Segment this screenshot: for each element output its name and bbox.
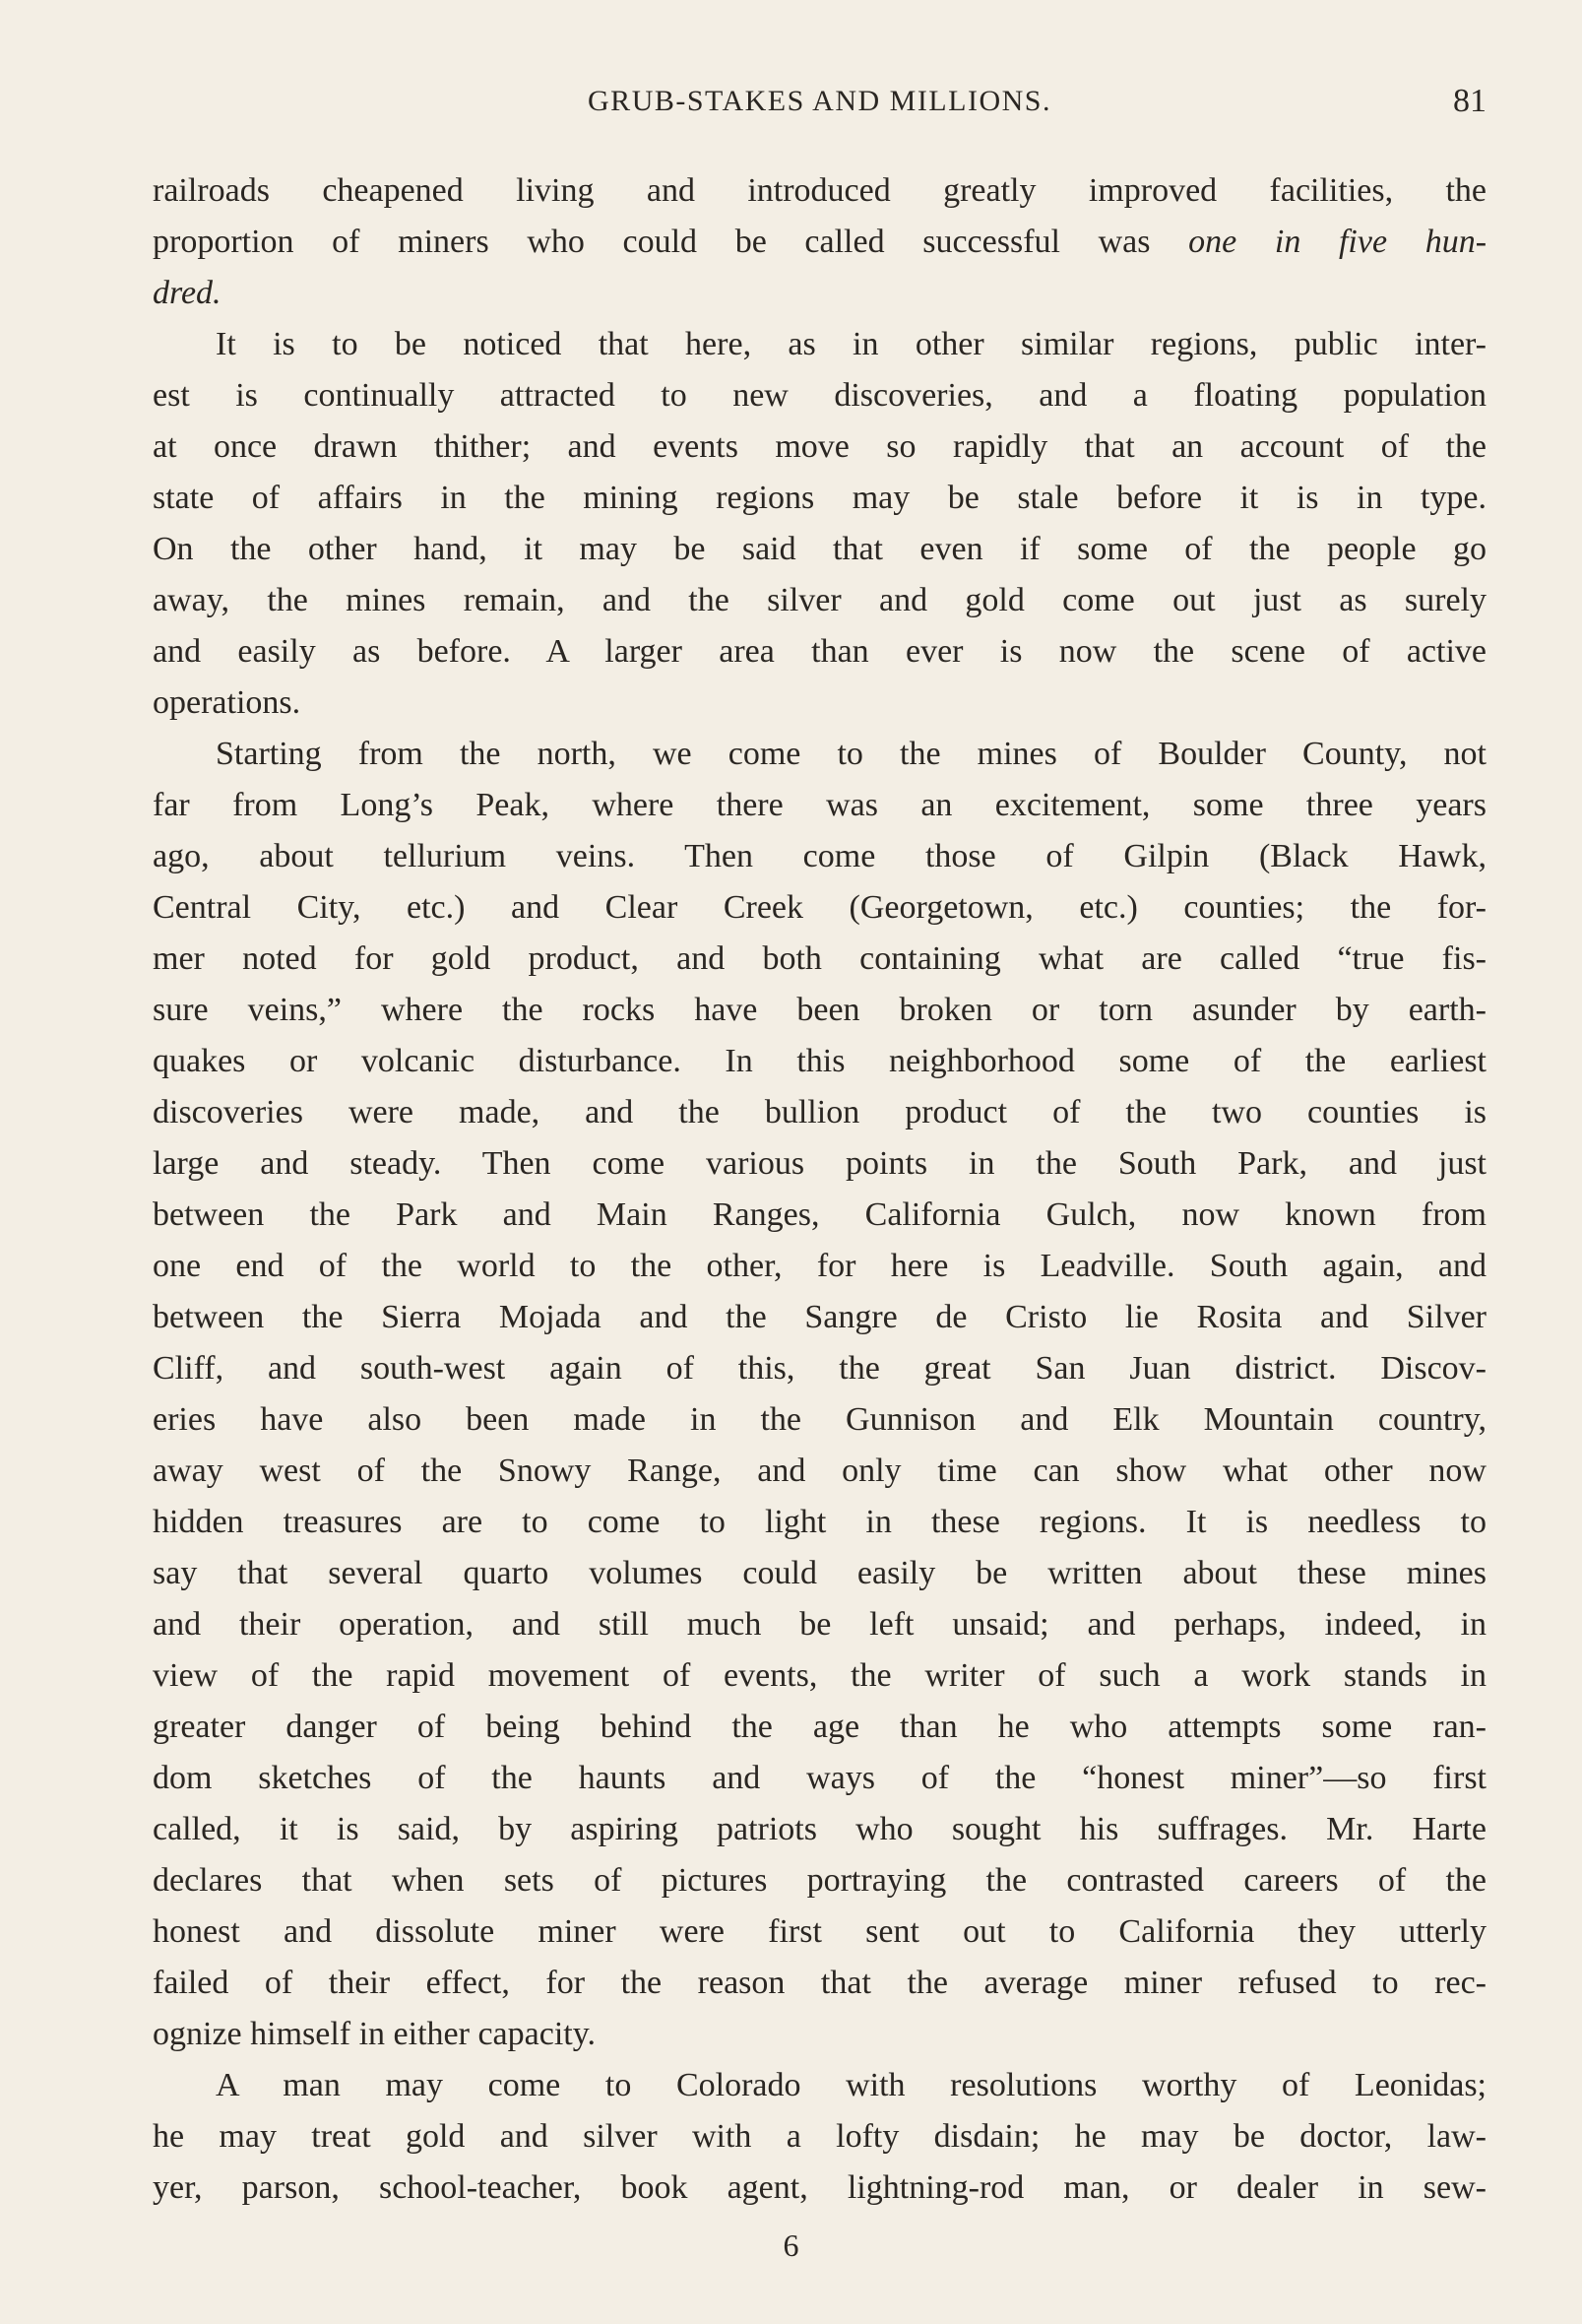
text-line: quakes or volcanic disturbance. In this neighborhood some of the earliest [153, 1043, 1487, 1079]
text-line: and their operation, and still much be left unsaid; and perhaps, indeed, in [153, 1606, 1487, 1643]
text-line: honest and dissolute miner were first sent out to California they utterly [153, 1913, 1487, 1950]
running-title: GRUB-STAKES AND MILLIONS. [588, 85, 1051, 117]
text-line: greater danger of being behind the age than he who attempts some ran- [153, 1709, 1487, 1745]
text-line: called, it is said, by aspiring patriots who sought his suffrages. Mr. Harte [153, 1811, 1487, 1847]
text-line: away, the mines remain, and the silver and gold come out just as surely [153, 582, 1487, 618]
text-line: dom sketches of the haunts and ways of the “honest miner”—so first [153, 1760, 1487, 1796]
paragraph-first-line: It is to be noticed that here, as in other similar regions, public inter- [216, 326, 1487, 362]
text-line: eries have also been made in the Gunnison and Elk Mountain country, [153, 1401, 1487, 1438]
page-header [153, 77, 1487, 136]
text-line: Cliff, and south-west again of this, the great San Juan district. Discov- [153, 1350, 1487, 1387]
text-line: On the other hand, it may be said that even if some of the people go [153, 531, 1487, 567]
text-line: between the Sierra Mojada and the Sangre de Cristo lie Rosita and Silver [153, 1299, 1487, 1335]
paragraph-first-line: Starting from the north, we come to the mines of Boulder County, not [216, 736, 1487, 772]
text-line: proportion of miners who could be called successful was one in five hun- [153, 224, 1487, 260]
text-line: state of affairs in the mining regions may be stale before it is in type. [153, 480, 1487, 516]
text-line: at once drawn thither; and events move so rapidly that an account of the [153, 428, 1487, 465]
italic-phrase: dred. [153, 275, 221, 311]
text-line: operations. [153, 684, 301, 721]
text-line: ago, about tellurium veins. Then come those of Gilpin (Black Hawk, [153, 838, 1487, 874]
text-line: he may treat gold and silver with a lofty disdain; he may be doctor, law- [153, 2118, 1487, 2155]
text-line: between the Park and Main Ranges, California Gulch, now known from [153, 1196, 1487, 1233]
text-line [153, 268, 1487, 319]
text-line: ognize himself in either capacity. [153, 2016, 597, 2052]
text-line: view of the rapid movement of events, the writer of such a work stands in [153, 1657, 1487, 1694]
text-line: declares that when sets of pictures portraying the contrasted careers of the [153, 1862, 1487, 1899]
text-line: say that several quarto volumes could easily be written about these mines [153, 1555, 1487, 1591]
text-line: est is continually attracted to new discoveries, and a floating population [153, 377, 1487, 414]
text-line: and easily as before. A larger area than ever is now the scene of active [153, 633, 1487, 670]
body-text [153, 165, 1487, 2214]
signature-mark: 6 [783, 2227, 799, 2263]
text-line: Central City, etc.) and Clear Creek (Georgetown, etc.) counties; the for- [153, 889, 1487, 926]
text-line: failed of their effect, for the reason that the average miner refused to rec- [153, 1965, 1487, 2001]
text-line: sure veins,” where the rocks have been broken or torn asunder by earth- [153, 992, 1487, 1028]
italic-phrase: one in five hun- [1188, 224, 1487, 260]
text-line: far from Long’s Peak, where there was an excitement, some three years [153, 787, 1487, 823]
text-line: yer, parson, school-teacher, book agent, lightning-rod man, or dealer in sew- [153, 2169, 1487, 2206]
text-line: large and steady. Then come various points in the South Park, and just [153, 1145, 1487, 1182]
text-line: mer noted for gold product, and both containing what are called “true fis- [153, 940, 1487, 977]
text-line: away west of the Snowy Range, and only time can show what other now [153, 1452, 1487, 1489]
text-line: railroads cheapened living and introduced greatly improved facilities, the [153, 172, 1487, 209]
paragraph-first-line: A man may come to Colorado with resolutions worthy of Leonidas; [216, 2067, 1487, 2103]
text-line: one end of the world to the other, for here is Leadville. South again, and [153, 1248, 1487, 1284]
text-line: hidden treasures are to come to light in these regions. It is needless to [153, 1504, 1487, 1540]
page-number: 81 [1453, 83, 1487, 119]
text-line: discoveries were made, and the bullion product of the two counties is [153, 1094, 1487, 1130]
